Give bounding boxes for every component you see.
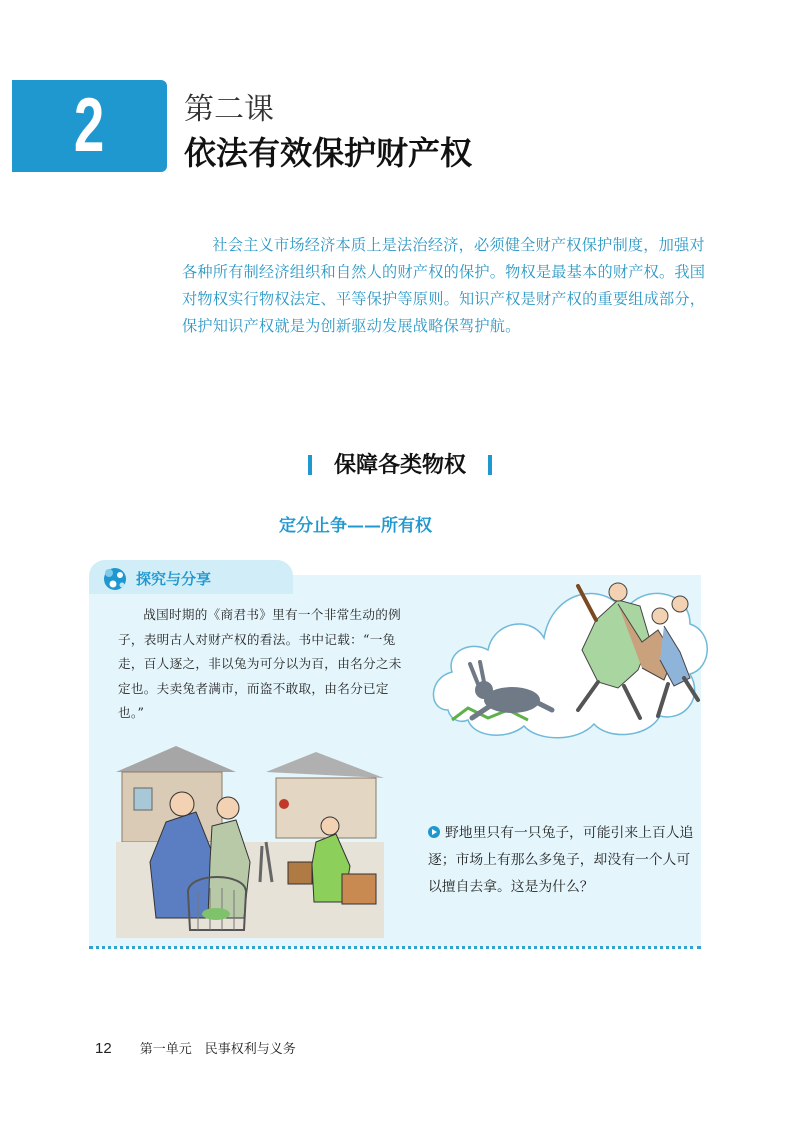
activity-tab-label: 探究与分享 xyxy=(136,570,212,588)
rabbit-chase-illustration xyxy=(428,560,710,742)
puzzle-icon xyxy=(100,564,130,592)
lesson-label: 第二课 xyxy=(184,92,274,127)
page-number: 12 xyxy=(95,1040,112,1057)
section-heading xyxy=(0,448,800,479)
lesson-number: 2 xyxy=(74,83,105,168)
question-text: 野地里只有一只兔子，可能引来上百人追逐；市场上有那么多兔子，却没有一个人可以擅自去拿。这是为什么？ xyxy=(428,825,694,895)
lesson-title: 依法有效保护财产权 xyxy=(184,134,473,172)
unit-title: 第一单元 民事权利与义务 xyxy=(139,1042,296,1057)
page-footer xyxy=(95,1038,296,1057)
story-text: 战国时期的《商君书》里有一个非常生动的例子，表明古人对财产权的看法。书中记载：“一兔走，百人逐之，非以兔为可分以为百，由名分之未定也。夫卖兔者满市，而盗不敢取，由名分已定也。” xyxy=(118,607,402,720)
play-arrow-icon xyxy=(428,826,440,838)
panel-dotted-border xyxy=(89,946,701,949)
lesson-number-badge xyxy=(12,80,167,172)
section-subheading: 定分止争——所有权 xyxy=(279,516,432,536)
heading-bar-right xyxy=(488,455,492,475)
market-illustration xyxy=(116,742,384,938)
section-heading-text: 保障各类物权 xyxy=(333,453,466,478)
discussion-question xyxy=(428,820,698,901)
heading-bar-left xyxy=(308,455,312,475)
lesson-intro: 社会主义市场经济本质上是法治经济，必须健全财产权保护制度，加强对各种所有制经济组织和自然人的财产权的保护。物权是最基本的财产权。我国对物权实行物权法定、平等保护等原则。知识产权是财产权的重要组成部分，保护知识产权就是为创新驱动发展战略保驾护航。 xyxy=(182,236,706,335)
